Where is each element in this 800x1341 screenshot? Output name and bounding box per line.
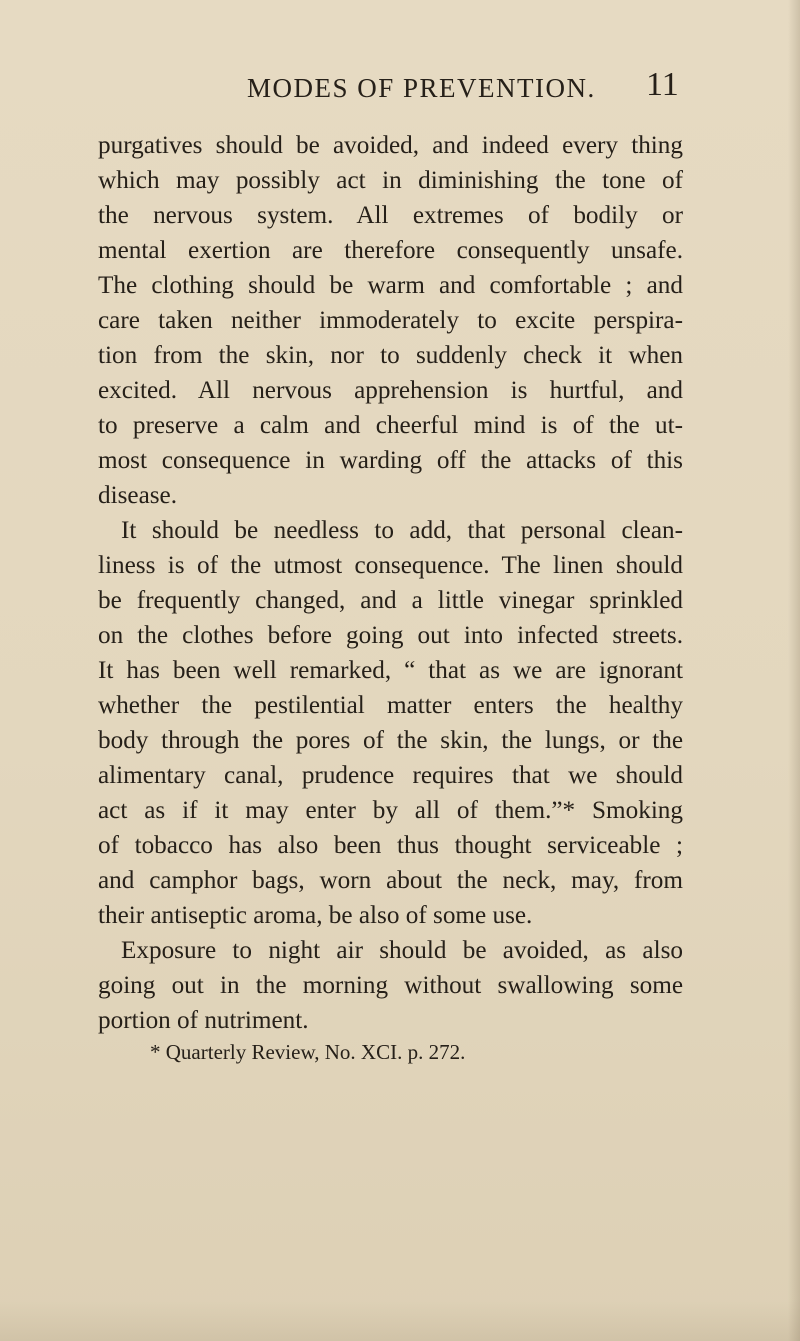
text-line: purgatives should be avoided, and indeed every thing	[98, 132, 683, 159]
text-line: It should be needless to add, that personal clean-	[121, 517, 683, 544]
text-line: of tobacco has also been thus thought serviceable ;	[98, 832, 683, 859]
text-line: alimentary canal, prudence requires that we should	[98, 762, 683, 789]
running-head	[0, 68, 800, 108]
running-title: MODES OF PREVENTION.	[247, 73, 596, 103]
page-edge-shadow	[788, 0, 800, 1341]
text-line: going out in the morning without swallowing some	[98, 972, 683, 999]
text-line: care taken neither immoderately to excite perspira-	[98, 307, 683, 334]
text-line: their antiseptic aroma, be also of some use.	[98, 902, 533, 929]
text-line: whether the pestilential matter enters the healthy	[98, 692, 683, 719]
text-line: most consequence in warding off the attacks of this	[98, 447, 683, 474]
text-line: Exposure to night air should be avoided, as also	[121, 937, 683, 964]
footnote: * Quarterly Review, No. XCI. p. 272.	[150, 1040, 466, 1064]
text-line: body through the pores of the skin, the lungs, or the	[98, 727, 683, 754]
text-line: The clothing should be warm and comfortable ; and	[98, 272, 683, 299]
text-line: excited. All nervous apprehension is hurtful, and	[98, 377, 683, 404]
text-line: portion of nutriment.	[98, 1007, 309, 1034]
text-line: disease.	[98, 482, 178, 509]
text-line: It has been well remarked, “ that as we are ignorant	[98, 657, 683, 684]
text-line: tion from the skin, nor to suddenly check it when	[98, 342, 683, 369]
text-line: on the clothes before going out into infected streets.	[98, 622, 683, 649]
page-bottom-edge	[0, 1301, 800, 1341]
page-number: 11	[646, 66, 679, 103]
text-line: liness is of the utmost consequence. The linen should	[98, 552, 683, 579]
text-line: the nervous system. All extremes of bodily or	[98, 202, 683, 229]
text-line: which may possibly act in diminishing the tone of	[98, 167, 683, 194]
text-line: act as if it may enter by all of them.”* Smoking	[98, 797, 683, 824]
text-line: mental exertion are therefore consequently unsafe.	[98, 237, 683, 264]
text-line: and camphor bags, worn about the neck, may, from	[98, 867, 683, 894]
text-line: to preserve a calm and cheerful mind is of the ut-	[98, 412, 683, 439]
text-line: be frequently changed, and a little vinegar sprinkled	[98, 587, 683, 614]
